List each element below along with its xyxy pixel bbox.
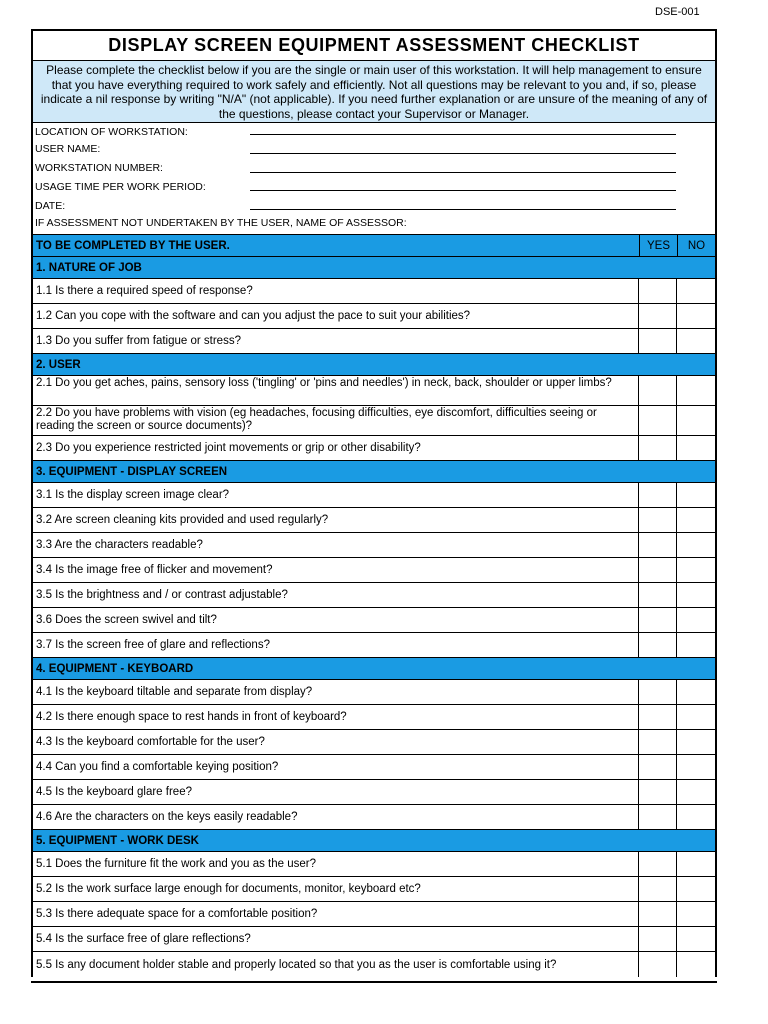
details-section bbox=[33, 123, 715, 235]
yes-checkbox[interactable] bbox=[639, 279, 677, 303]
question-text: 5.1 Does the furniture fit the work and you as the user? bbox=[33, 852, 639, 876]
yes-checkbox[interactable] bbox=[639, 852, 677, 876]
no-checkbox[interactable] bbox=[677, 805, 715, 829]
usage-time-line[interactable] bbox=[250, 190, 676, 191]
yes-checkbox[interactable] bbox=[639, 755, 677, 779]
section-title: 1. NATURE OF JOB bbox=[36, 261, 142, 274]
checklist-row bbox=[33, 780, 715, 805]
no-checkbox[interactable] bbox=[677, 279, 715, 303]
section-header bbox=[33, 461, 715, 483]
checklist-row bbox=[33, 902, 715, 927]
question-text: 4.3 Is the keyboard comfortable for the user? bbox=[33, 730, 639, 754]
question-text: 4.2 Is there enough space to rest hands in front of keyboard? bbox=[33, 705, 639, 729]
section-title: 3. EQUIPMENT - DISPLAY SCREEN bbox=[36, 465, 228, 478]
workstation-number-line[interactable] bbox=[250, 172, 676, 173]
no-checkbox[interactable] bbox=[677, 558, 715, 582]
no-checkbox[interactable] bbox=[677, 680, 715, 704]
usage-time-label: USAGE TIME PER WORK PERIOD: bbox=[35, 181, 206, 193]
checklist-row bbox=[33, 680, 715, 705]
no-checkbox[interactable] bbox=[677, 705, 715, 729]
no-checkbox[interactable] bbox=[677, 304, 715, 328]
yes-checkbox[interactable] bbox=[639, 558, 677, 582]
question-text: 5.5 Is any document holder stable and properly located so that you as the user is comfortable using it? bbox=[33, 952, 639, 977]
checklist-row bbox=[33, 730, 715, 755]
no-checkbox[interactable] bbox=[677, 608, 715, 632]
checklist-row bbox=[33, 852, 715, 877]
yes-checkbox[interactable] bbox=[639, 902, 677, 926]
yes-checkbox[interactable] bbox=[639, 608, 677, 632]
section-header bbox=[33, 354, 715, 376]
user-name-line[interactable] bbox=[250, 153, 676, 154]
question-text: 3.2 Are screen cleaning kits provided and used regularly? bbox=[33, 508, 639, 532]
checklist-row bbox=[33, 279, 715, 304]
question-text: 4.4 Can you find a comfortable keying position? bbox=[33, 755, 639, 779]
question-text: 1.3 Do you suffer from fatigue or stress? bbox=[33, 329, 639, 353]
no-checkbox[interactable] bbox=[677, 483, 715, 507]
no-checkbox[interactable] bbox=[677, 533, 715, 557]
yes-checkbox[interactable] bbox=[639, 705, 677, 729]
yes-checkbox[interactable] bbox=[639, 730, 677, 754]
question-text: 2.3 Do you experience restricted joint movements or grip or other disability? bbox=[33, 436, 639, 460]
location-line[interactable] bbox=[250, 134, 676, 135]
form-bottom-border bbox=[31, 981, 717, 983]
yes-checkbox[interactable] bbox=[639, 952, 677, 977]
question-text: 5.4 Is the surface free of glare reflections? bbox=[33, 927, 639, 951]
yes-checkbox[interactable] bbox=[639, 508, 677, 532]
yes-column-header: YES bbox=[639, 235, 677, 256]
yes-checkbox[interactable] bbox=[639, 633, 677, 657]
user-name-label: USER NAME: bbox=[35, 143, 101, 155]
workstation-number-label: WORKSTATION NUMBER: bbox=[35, 162, 163, 174]
yes-checkbox[interactable] bbox=[639, 304, 677, 328]
section-header bbox=[33, 257, 715, 279]
yes-checkbox[interactable] bbox=[639, 376, 677, 405]
user-header-label: TO BE COMPLETED BY THE USER. bbox=[36, 239, 230, 252]
question-text: 1.1 Is there a required speed of response? bbox=[33, 279, 639, 303]
question-text: 4.5 Is the keyboard glare free? bbox=[33, 780, 639, 804]
checklist-row bbox=[33, 329, 715, 354]
checklist-row bbox=[33, 483, 715, 508]
question-text: 5.2 Is the work surface large enough for documents, monitor, keyboard etc? bbox=[33, 877, 639, 901]
yes-checkbox[interactable] bbox=[639, 680, 677, 704]
checklist-row bbox=[33, 755, 715, 780]
question-text: 3.3 Are the characters readable? bbox=[33, 533, 639, 557]
no-checkbox[interactable] bbox=[677, 508, 715, 532]
question-text: 2.1 Do you get aches, pains, sensory loss ('tingling' or 'pins and needles') in neck, back, shoulder or upper limbs? bbox=[33, 376, 639, 405]
no-checkbox[interactable] bbox=[677, 902, 715, 926]
question-text: 4.6 Are the characters on the keys easily readable? bbox=[33, 805, 639, 829]
question-text: 3.7 Is the screen free of glare and reflections? bbox=[33, 633, 639, 657]
checklist-row bbox=[33, 304, 715, 329]
form-title: DISPLAY SCREEN EQUIPMENT ASSESSMENT CHECKLIST bbox=[33, 31, 715, 61]
question-text: 3.4 Is the image free of flicker and movement? bbox=[33, 558, 639, 582]
yes-checkbox[interactable] bbox=[639, 927, 677, 951]
question-text: 2.2 Do you have problems with vision (eg headaches, focusing difficulties, eye discomfort, difficulties seeing or reading the screen or source documents)? bbox=[33, 406, 639, 435]
section-title: 4. EQUIPMENT - KEYBOARD bbox=[36, 662, 194, 675]
checklist-row bbox=[33, 952, 715, 977]
user-header-band bbox=[33, 235, 715, 257]
yes-checkbox[interactable] bbox=[639, 583, 677, 607]
question-text: 1.2 Can you cope with the software and can you adjust the pace to suit your abilities? bbox=[33, 304, 639, 328]
yes-checkbox[interactable] bbox=[639, 406, 677, 435]
yes-checkbox[interactable] bbox=[639, 877, 677, 901]
question-text: 3.6 Does the screen swivel and tilt? bbox=[33, 608, 639, 632]
no-checkbox[interactable] bbox=[677, 376, 715, 405]
no-checkbox[interactable] bbox=[677, 927, 715, 951]
no-checkbox[interactable] bbox=[677, 406, 715, 435]
checklist-row bbox=[33, 608, 715, 633]
checklist-row bbox=[33, 877, 715, 902]
section-header bbox=[33, 830, 715, 852]
document-code: DSE-001 bbox=[655, 6, 700, 18]
no-checkbox[interactable] bbox=[677, 730, 715, 754]
yes-checkbox[interactable] bbox=[639, 436, 677, 460]
checklist-row bbox=[33, 376, 715, 406]
no-checkbox[interactable] bbox=[677, 633, 715, 657]
question-text: 3.1 Is the display screen image clear? bbox=[33, 483, 639, 507]
checklist-row bbox=[33, 633, 715, 658]
no-checkbox[interactable] bbox=[677, 755, 715, 779]
question-text: 5.3 Is there adequate space for a comfortable position? bbox=[33, 902, 639, 926]
assessor-label: IF ASSESSMENT NOT UNDERTAKEN BY THE USER, NAME OF ASSESSOR: bbox=[35, 217, 407, 229]
no-checkbox[interactable] bbox=[677, 329, 715, 353]
checklist-row bbox=[33, 583, 715, 608]
checklist-row bbox=[33, 508, 715, 533]
yes-checkbox[interactable] bbox=[639, 780, 677, 804]
question-text: 3.5 Is the brightness and / or contrast adjustable? bbox=[33, 583, 639, 607]
no-checkbox[interactable] bbox=[677, 852, 715, 876]
no-checkbox[interactable] bbox=[677, 952, 715, 977]
checklist-row bbox=[33, 558, 715, 583]
checklist-row bbox=[33, 533, 715, 558]
yes-checkbox[interactable] bbox=[639, 805, 677, 829]
intro-text: Please complete the checklist below if you are the single or main user of this workstation. It will help management to ensure that you have everything required to work safely and efficiently. Not all questions may be relevant to you and, if so, please indicate a nil response by writing "N/A" (not applicable). If you need further explanation or are unsure of the meaning of any of the questions, please contact your Supervisor or Manager. bbox=[33, 61, 715, 123]
checklist-form bbox=[31, 29, 717, 977]
yes-checkbox[interactable] bbox=[639, 329, 677, 353]
section-title: 5. EQUIPMENT - WORK DESK bbox=[36, 834, 199, 847]
section-title: 2. USER bbox=[36, 358, 81, 371]
no-checkbox[interactable] bbox=[677, 436, 715, 460]
checklist-row bbox=[33, 705, 715, 730]
no-column-header: NO bbox=[677, 235, 715, 256]
yes-checkbox[interactable] bbox=[639, 533, 677, 557]
checklist-row bbox=[33, 406, 715, 436]
section-header bbox=[33, 658, 715, 680]
no-checkbox[interactable] bbox=[677, 877, 715, 901]
checklist-row bbox=[33, 436, 715, 461]
checklist-row bbox=[33, 805, 715, 830]
checklist-row bbox=[33, 927, 715, 952]
no-checkbox[interactable] bbox=[677, 780, 715, 804]
date-line[interactable] bbox=[250, 209, 676, 210]
question-text: 4.1 Is the keyboard tiltable and separate from display? bbox=[33, 680, 639, 704]
no-checkbox[interactable] bbox=[677, 583, 715, 607]
location-label: LOCATION OF WORKSTATION: bbox=[35, 126, 188, 138]
date-label: DATE: bbox=[35, 200, 66, 212]
yes-checkbox[interactable] bbox=[639, 483, 677, 507]
